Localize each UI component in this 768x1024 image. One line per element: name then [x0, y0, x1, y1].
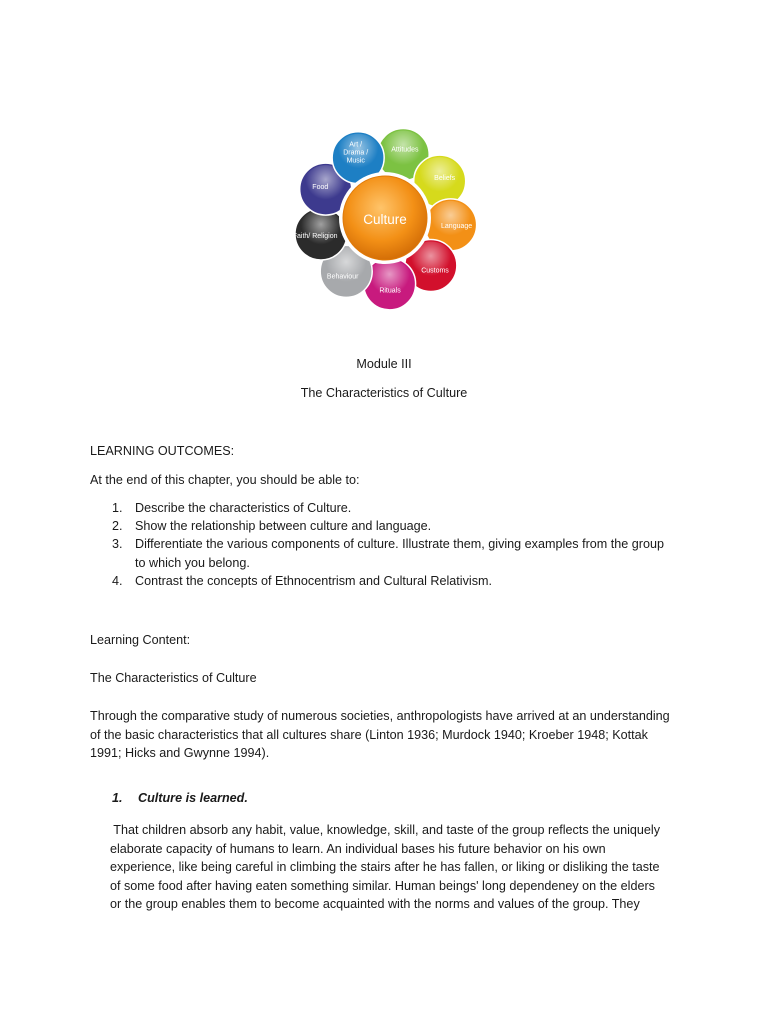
outcome-text: Show the relationship between culture and language.: [135, 519, 432, 534]
learning-content-heading: Learning Content:: [90, 633, 191, 647]
outcome-number: 4.: [112, 573, 123, 588]
petal-faith-religion: [293, 208, 347, 260]
paragraph-line: of some food after having eaten something similar. Human beings' long dependeney on the elders: [110, 878, 655, 893]
outcome-text: Describe the characteristics of Culture.: [135, 501, 352, 515]
outcome-item: [90, 499, 710, 517]
paragraph-line: of the basic characteristics that all cultures share (Linton 1936; Murdock 1940; Kroeber 1948; Kottak: [90, 727, 648, 742]
petal-label: Rituals: [379, 287, 401, 295]
outcome-item: [90, 535, 710, 571]
paragraph-line: experience, like being careful in climbing the stairs after he has fallen, or liking or disliking the taste: [110, 860, 660, 875]
learning-outcomes-intro: At the end of this chapter, you should be able to:: [90, 473, 360, 487]
petal-gloss: [366, 260, 414, 308]
section-title: The Characteristics of Culture: [90, 671, 257, 685]
petal-label: Customs: [421, 267, 449, 275]
petal-label: Attitudes: [391, 146, 419, 154]
petal-label: Faith/ Religion: [292, 232, 338, 240]
paragraph-line: or the group enables them to become acquainted with the norms and values of the group. They: [110, 897, 640, 912]
paragraph-line: Through the comparative study of numerous societies, anthropologists have arrived at an understanding: [90, 709, 670, 723]
outcome-number: 3.: [112, 537, 123, 552]
point-number: 1.: [112, 791, 123, 805]
outcome-number: 2.: [112, 519, 123, 534]
paragraph-line: That children absorb any habit, value, knowledge, skill, and taste of the group reflects the uniquely: [110, 823, 661, 837]
outcome-item: [90, 572, 710, 590]
petal-label: Art / Drama / Music: [343, 141, 369, 165]
culture-diagram: [280, 118, 490, 318]
outcome-text-continued: to which you belong.: [135, 555, 250, 570]
outcome-number: 1.: [112, 501, 123, 515]
petal-label: Language: [441, 223, 473, 231]
module-subtitle: The Characteristics of Culture: [300, 386, 468, 400]
petal-label: Food: [312, 183, 329, 191]
intro-paragraph: [90, 707, 690, 763]
center-label: Culture: [363, 212, 407, 227]
paragraph-line: 1991; Hicks and Gwynne 1994).: [90, 746, 270, 761]
module-title: Module III: [356, 357, 412, 371]
paragraph-line: elaborate capacity of humans to learn. An individual bases his future behavior on his own: [110, 841, 606, 856]
outcome-item: [90, 517, 710, 535]
petal-label: Beliefs: [434, 175, 456, 183]
petal-label: Behaviour: [326, 273, 359, 281]
outcome-text: Contrast the concepts of Ethnocentrism and Cultural Relativism.: [135, 573, 492, 588]
point-heading: [112, 791, 248, 805]
learning-outcomes-heading: LEARNING OUTCOMES:: [90, 444, 235, 458]
outcome-text: Differentiate the various components of culture. Illustrate them, giving examples from the group: [135, 537, 664, 552]
learning-outcomes-list: [90, 499, 710, 590]
point-title: Culture is learned.: [138, 791, 248, 805]
point-paragraph: [110, 821, 690, 914]
